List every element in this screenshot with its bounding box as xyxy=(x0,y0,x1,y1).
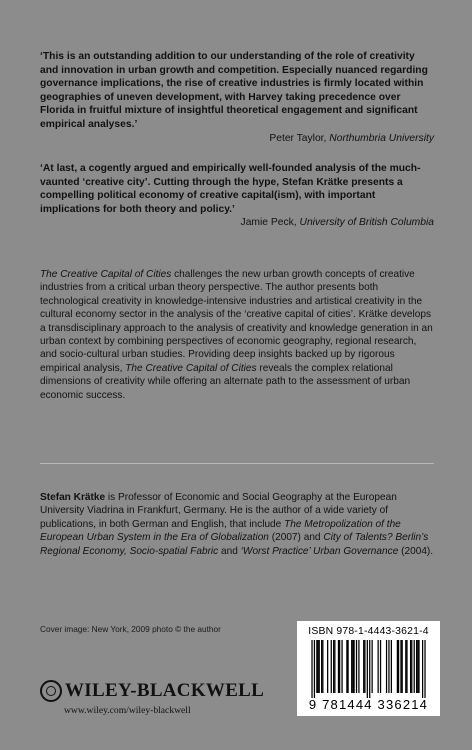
author-name: Stefan Krätke xyxy=(40,492,106,503)
barcode-bar xyxy=(405,640,406,693)
barcode-bar xyxy=(417,640,418,693)
barcode-bar xyxy=(331,640,332,693)
barcode-bar xyxy=(424,640,425,698)
barcode-digits: 9 781444 336214 xyxy=(308,697,429,712)
barcode-bar xyxy=(363,640,364,693)
isbn-barcode xyxy=(297,621,440,716)
barcode-bar xyxy=(418,640,419,693)
barcode-bar xyxy=(397,640,398,693)
section-divider xyxy=(40,463,434,464)
barcode-bars-icon xyxy=(309,640,428,698)
barcode-bar xyxy=(316,640,317,693)
publisher-logo xyxy=(40,680,264,702)
barcode-bar xyxy=(402,640,403,693)
quote-1-affiliation: Northumbria University xyxy=(329,132,434,144)
barcode-bar xyxy=(400,640,401,693)
cover-image-credit: Cover image: New York, 2009 photo © the author xyxy=(40,624,221,634)
barcode-bar xyxy=(380,640,381,693)
barcode-bar xyxy=(364,640,365,693)
barcode-bar xyxy=(416,640,417,693)
bio-book-2: City of Talents? Berlin’s Regional Economy, Socio-spatial Fabric xyxy=(40,532,429,557)
description-title-1: The Creative Capital of Cities xyxy=(40,269,172,280)
description-text-2: reveals the complex relational dimensions of creativity while offering an alternate path to the assessment of urban economic success. xyxy=(40,362,411,401)
barcode-bar xyxy=(347,640,348,693)
barcode-bar xyxy=(391,640,392,693)
barcode-bar xyxy=(411,640,412,693)
barcode-bar xyxy=(327,640,328,693)
quote-2-text: ‘At last, a cogently argued and empirically well-founded analysis of the much-vaunted ‘creative city’. Cutting through the hype, Stefan Krätke presents a compelling political economy of creative capital(ism), with important implications for both theory and policy.’ xyxy=(40,163,421,215)
bio-text-1: is Professor of Economic and Social Geography at the European University Viadrina in Frankfurt, Germany. He is the author of a wide variety of publications, in both German and English, that include xyxy=(40,492,397,530)
barcode-bar xyxy=(406,640,407,693)
endorsement-quote-1 xyxy=(40,50,434,145)
publisher-name: WILEY-BLACKWELL xyxy=(65,680,265,701)
barcode-bar xyxy=(338,640,339,693)
bio-text-2: (2007) and xyxy=(268,532,324,544)
barcode-bar xyxy=(341,640,342,693)
barcode-bar xyxy=(311,640,312,698)
barcode-bar xyxy=(319,640,320,693)
barcode-bar xyxy=(410,640,411,693)
barcode-bar xyxy=(388,640,389,693)
bio-book-3: ‘Worst Practice’ Urban Governance xyxy=(240,545,399,557)
author-bio xyxy=(40,491,434,558)
book-description xyxy=(40,268,434,402)
barcode-bar xyxy=(346,640,347,693)
barcode-bar xyxy=(322,640,323,693)
quote-1-author: Peter Taylor, xyxy=(269,132,327,144)
quote-2-author: Jamie Peck, xyxy=(240,217,297,229)
barcode-bar xyxy=(353,640,354,693)
quote-2-attribution xyxy=(40,216,434,230)
barcode-bar xyxy=(367,640,368,698)
endorsement-quote-2 xyxy=(40,162,434,230)
barcode-bar xyxy=(351,640,352,693)
barcode-bar xyxy=(386,640,387,693)
barcode-bar xyxy=(317,640,318,693)
barcode-bar xyxy=(414,640,415,693)
barcode-bar xyxy=(422,640,423,698)
barcode-bar xyxy=(339,640,340,693)
bio-text-4: (2004). xyxy=(398,545,434,557)
isbn-label: ISBN 978-1-4443-3621-4 xyxy=(308,626,429,637)
barcode-bar xyxy=(369,640,370,698)
quote-1-attribution xyxy=(40,132,434,146)
bio-text-3: and xyxy=(218,545,241,557)
barcode-bar xyxy=(352,640,353,693)
barcode-bar xyxy=(334,640,335,693)
wiley-emblem-icon xyxy=(40,680,62,702)
bio-paragraph xyxy=(40,491,434,558)
barcode-bar xyxy=(378,640,379,693)
description-paragraph xyxy=(40,268,434,402)
barcode-bar xyxy=(314,640,315,698)
publisher-url: www.wiley.com/wiley-blackwell xyxy=(64,705,191,716)
quote-2-affiliation: University of British Columbia xyxy=(299,217,434,229)
barcode-bar xyxy=(372,640,373,693)
quote-1-text: ‘This is an outstanding addition to our understanding of the role of creativity and innovation in urban growth and competition. Especially nuanced regarding governance implications, the rise of creative industries is firmly located within geographies of uneven development, with Harvey taking precedence over Florida in fruitful mixture of insightful theoretical engagement and significant empirical analyses.’ xyxy=(40,51,428,130)
description-title-2: The Creative Capital of Cities xyxy=(125,362,257,374)
barcode-bar xyxy=(358,640,359,693)
bio-book-1: The Metropolization of the European Urban System in the Era of Globalization xyxy=(40,518,401,544)
barcode-bar xyxy=(321,640,322,693)
description-text-1: challenges the new urban growth concepts of creative industries from a critical urban theory perspective. The author presents both technological creativity in knowledge-intensive industries and artistical creativity in the cultural economy sector in the analysis of the ‘creative capital of cities’. Krätke develops a transdisciplinary approach to the analysis of creativity and knowledge generation in an urban context by combining perspectives of economic geography, regional research, and socio-cultural urban studies. Providing deep insights backed up by rigorous empirical analysis, xyxy=(40,269,433,374)
barcode-bar xyxy=(356,640,357,693)
barcode-bar xyxy=(333,640,334,693)
barcode-bar xyxy=(398,640,399,693)
